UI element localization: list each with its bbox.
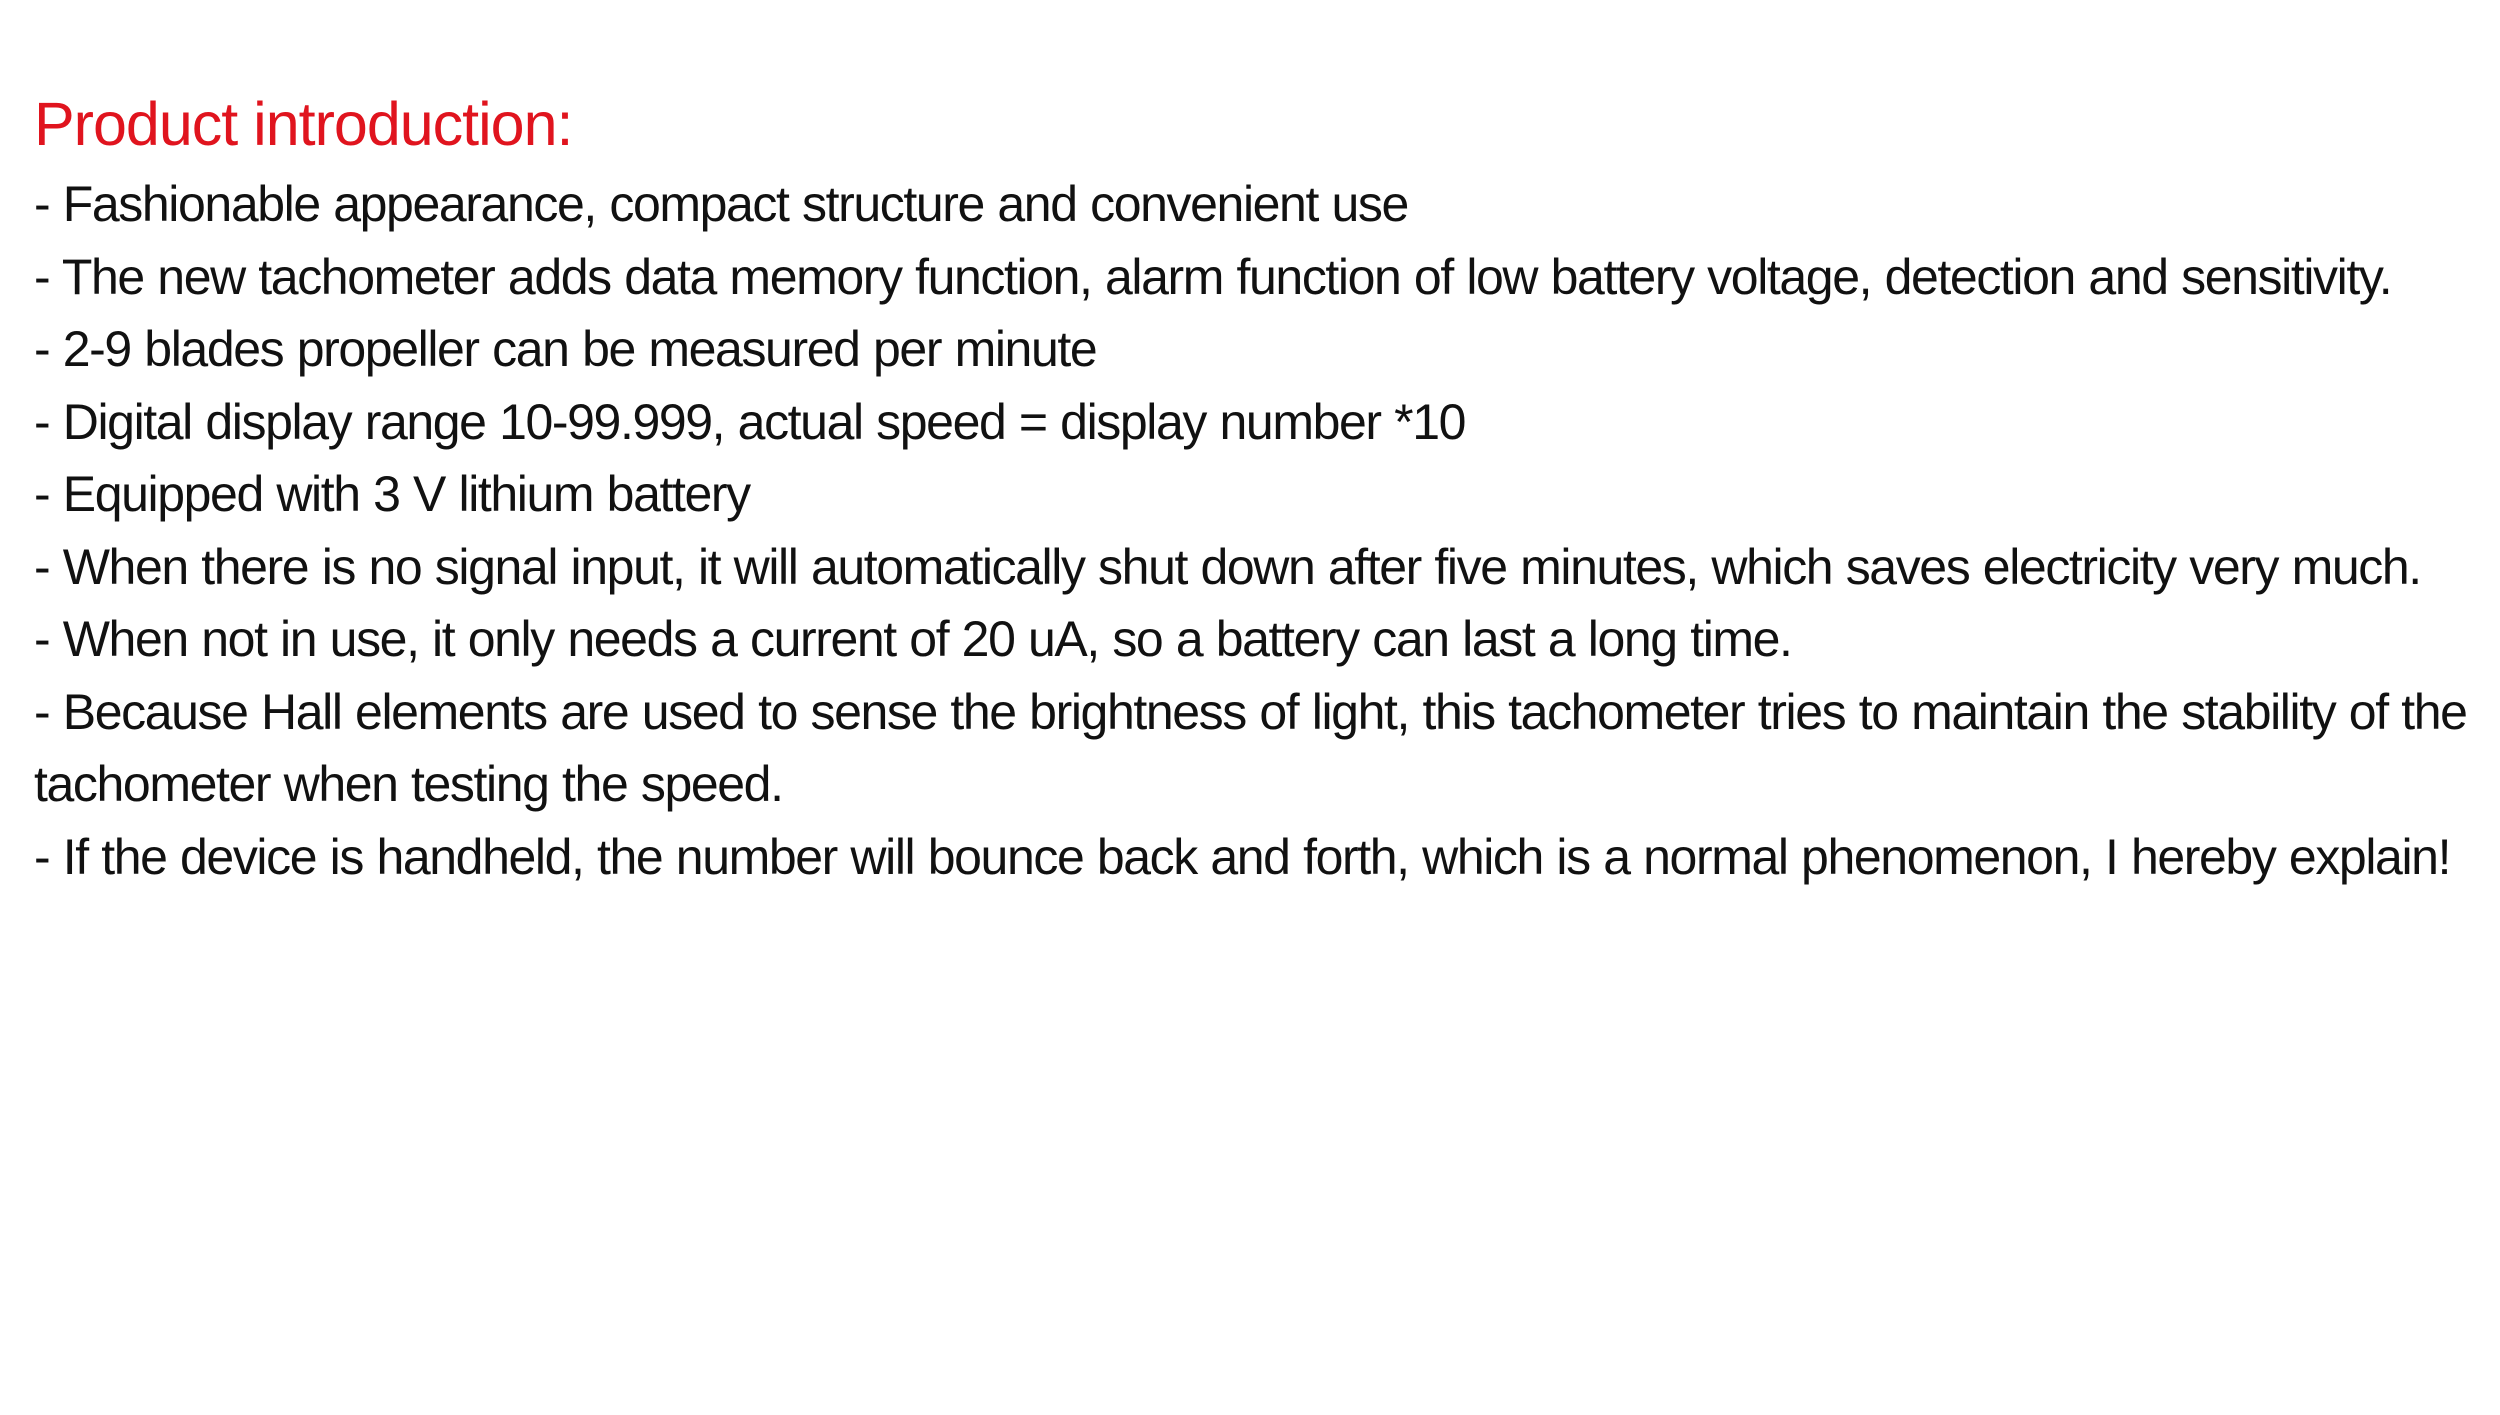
feature-item: - The new tachometer adds data memory function, alarm function of low battery voltage, detection and sensitivity. bbox=[34, 248, 2392, 305]
feature-item: - When not in use, it only needs a current of 20 uA, so a battery can last a long time. bbox=[34, 611, 1792, 667]
section-heading: Product introduction: bbox=[34, 90, 573, 158]
feature-item: - Because Hall elements are used to sense the brightness of light, this tachometer tries to maintain the stability of the tachometer when testing the speed. bbox=[34, 683, 2467, 812]
feature-item: - Equipped with 3 V lithium battery bbox=[34, 466, 750, 522]
feature-item: - When there is no signal input, it will automatically shut down after five minutes, which saves electricity very much. bbox=[34, 538, 2421, 595]
feature-item: - Fashionable appearance, compact structure and convenient use bbox=[34, 176, 1408, 232]
feature-item: - 2-9 blades propeller can be measured per minute bbox=[34, 321, 1097, 377]
feature-item: - If the device is handheld, the number will bounce back and forth, which is a normal phenomenon, I hereby explain! bbox=[34, 828, 2451, 885]
feature-item: - Digital display range 10-99.999, actual speed = display number *10 bbox=[34, 393, 1466, 450]
product-introduction bbox=[34, 84, 2494, 893]
feature-list bbox=[34, 168, 2494, 893]
